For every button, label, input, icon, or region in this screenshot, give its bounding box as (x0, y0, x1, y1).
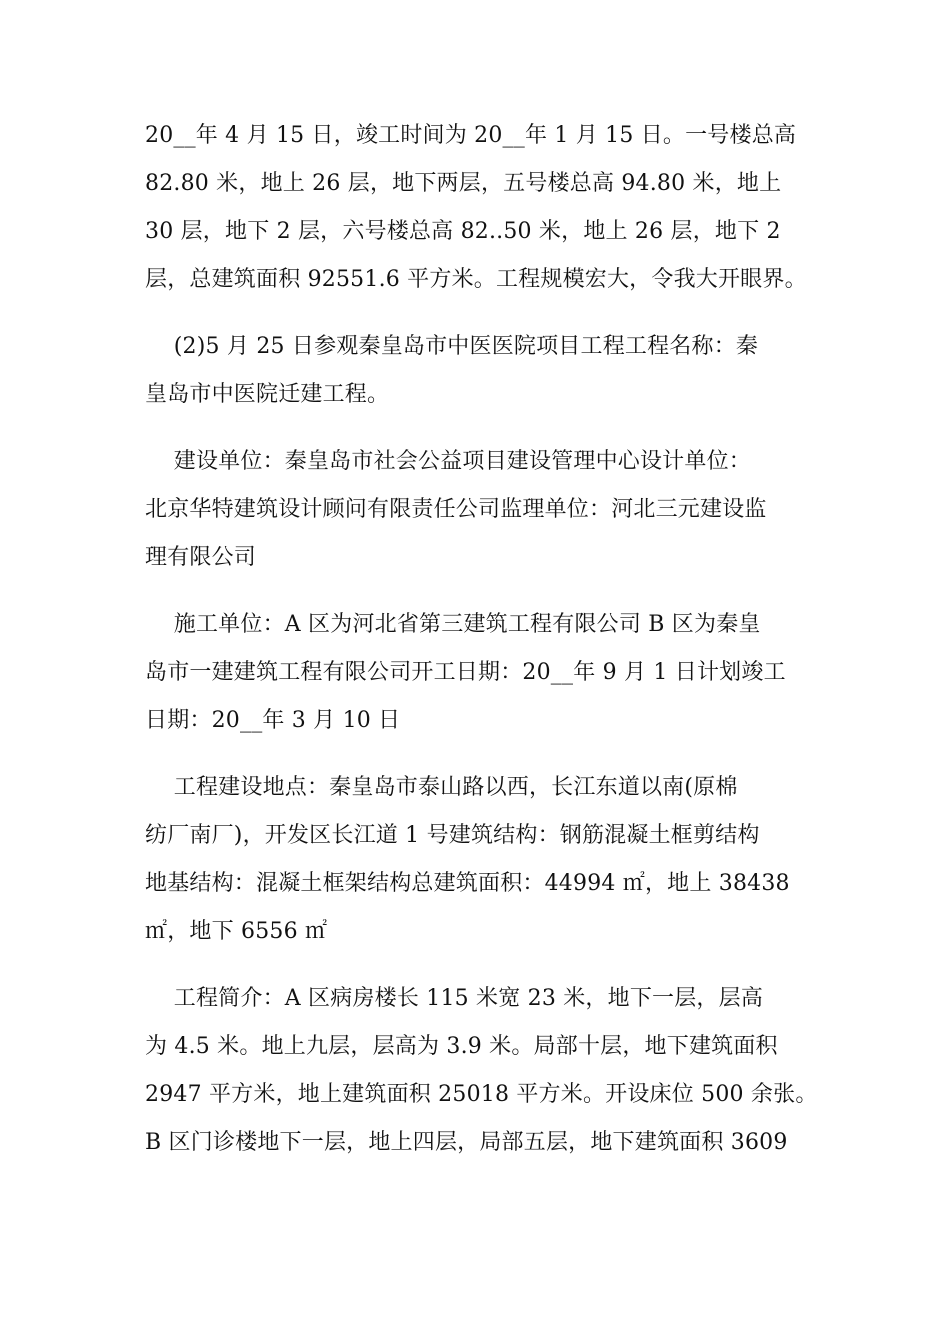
text-line: 日期：20__年 3 月 10 日 (145, 708, 401, 733)
paragraph-building-heights (145, 112, 810, 304)
text-line: 施工单位：A 区为河北省第三建筑工程有限公司 B 区为秦皇 (145, 612, 761, 637)
text-line: 82.80 米，地上 26 层，地下两层，五号楼总高 94.80 米，地上 (145, 171, 782, 196)
paragraph-construction-units (145, 438, 810, 582)
paragraph-project-summary (145, 975, 818, 1167)
text-line: 理有限公司 (145, 545, 257, 570)
paragraph-location-structure (145, 764, 810, 956)
text-line: 层，总建筑面积 92551.6 平方米。工程规模宏大，令我大开眼界。 (145, 267, 807, 292)
text-line: ㎡，地下 6556 ㎡ (145, 919, 328, 944)
text-line: (2)5 月 25 日参观秦皇岛市中医医院项目工程工程名称：秦 (145, 334, 759, 359)
text-line: 工程简介：A 区病房楼长 115 米宽 23 米，地下一层，层高 (145, 986, 764, 1011)
text-line: 岛市一建建筑工程有限公司开工日期：20__年 9 月 1 日计划竣工 (145, 660, 786, 685)
text-line: 30 层，地下 2 层，六号楼总高 82..50 米，地上 26 层，地下 2 (145, 219, 781, 244)
text-line: 纺厂南厂)，开发区长江道 1 号建筑结构：钢筋混凝土框剪结构 (145, 823, 760, 848)
text-line: 20__年 4 月 15 日，竣工时间为 20__年 1 月 15 日。一号楼总高 (145, 123, 797, 148)
paragraph-contractors (145, 601, 810, 745)
text-line: 北京华特建筑设计顾问有限责任公司监理单位：河北三元建设监 (145, 497, 767, 522)
text-line: 工程建设地点：秦皇岛市泰山路以西，长江东道以南(原棉 (145, 775, 738, 800)
document-body (145, 112, 818, 1167)
text-line: B 区门诊楼地下一层，地上四层，局部五层，地下建筑面积 3609 (145, 1130, 788, 1155)
paragraph-visit-hospital (145, 323, 810, 419)
text-line: 为 4.5 米。地上九层，层高为 3.9 米。局部十层，地下建筑面积 (145, 1034, 778, 1059)
text-line: 2947 平方米，地上建筑面积 25018 平方米。开设床位 500 余张。 (145, 1082, 818, 1107)
text-line: 地基结构：混凝土框架结构总建筑面积：44994 ㎡，地上 38438 (145, 871, 790, 896)
text-line: 建设单位：秦皇岛市社会公益项目建设管理中心设计单位： (145, 449, 751, 474)
text-line: 皇岛市中医院迁建工程。 (145, 382, 390, 407)
